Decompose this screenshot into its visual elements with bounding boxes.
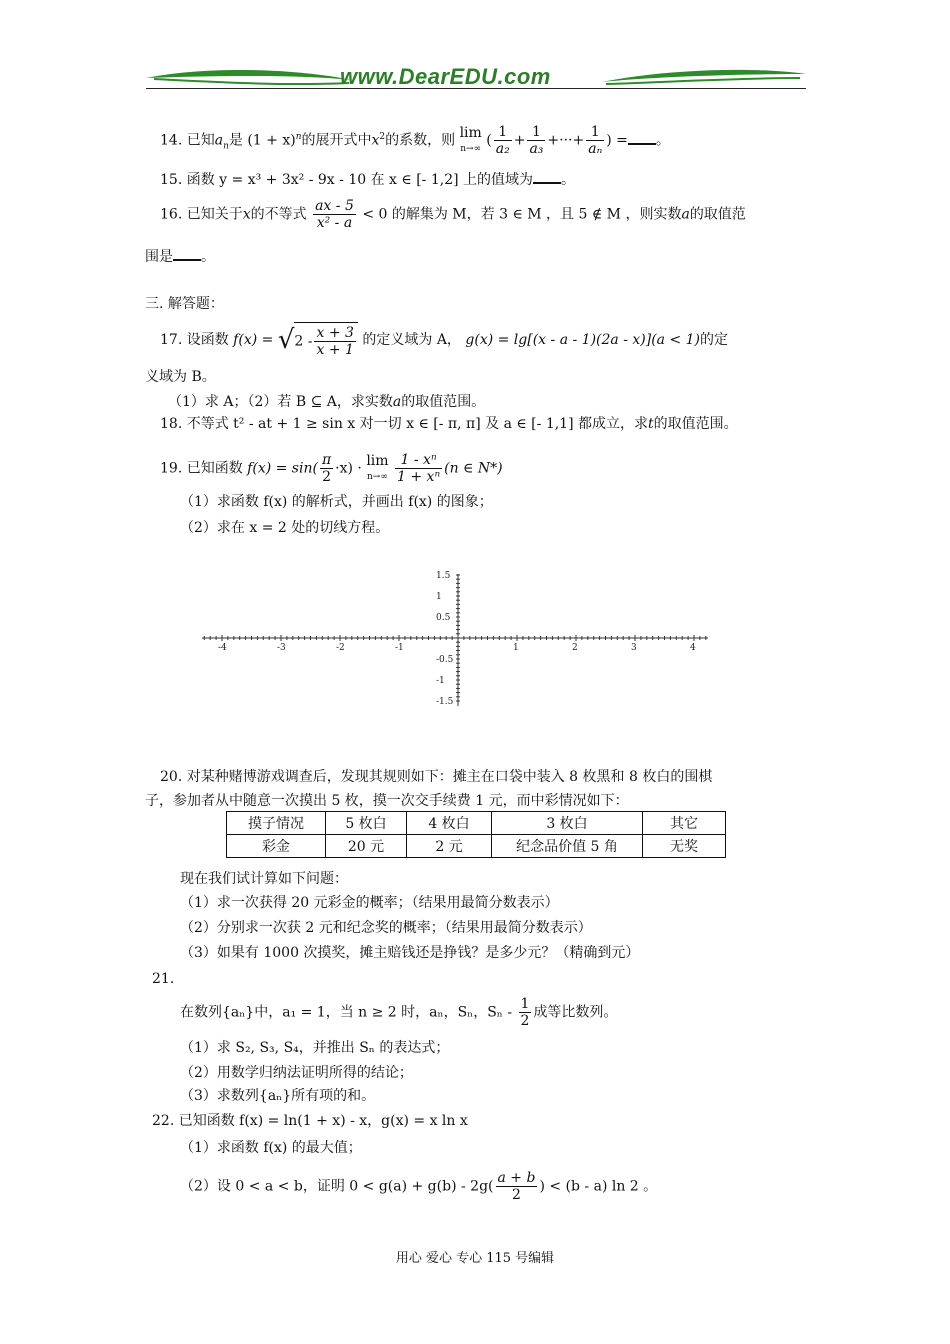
answer-blank — [533, 168, 561, 184]
question-20: 20. 对某种赌博游戏调查后，发现其规则如下：摊主在口袋中装入 8 枚黑和 8 枚白的围棋 — [160, 769, 713, 785]
x-tick-label: -4 — [218, 643, 227, 653]
table-cell: 3 枚白 — [492, 812, 643, 835]
question-20-line2: 子，参加者从中随意一次摸出 5 枚，摸一次交手续费 1 元，而中彩情况如下： — [145, 793, 629, 809]
question-14: 14. 已知$a_n$是 $(1 + x)^n$的展开式中$x^2$的系数，则 lim n→∞ ( $\frac{1}{\text{a₂}}$ + $\frac{1}{\text{a₃}}$ +···+ $\frac{1}{\text{aₙ}}$ ) = 。 — [160, 124, 670, 157]
section-heading: 三. 解答题： — [145, 296, 224, 312]
fraction-inequality: $\frac{ax - 5}{\text{x² - a}}$ — [315, 198, 354, 231]
question-17-line2: 义域为 B。 — [145, 369, 216, 385]
question-20-sub1: （1）求一次获得 20 元彩金的概率；（结果用最简分数表示） — [180, 895, 559, 911]
question-21-sub2: （2）用数学归纳法证明所得的结论； — [180, 1065, 413, 1081]
question-19-sub2: （2）求在 x = 2 处的切线方程。 — [180, 520, 390, 536]
y-tick-label: -1 — [436, 676, 445, 686]
question-19-sub1: （1）求函数 f(x) 的解析式，并画出 f(x) 的图象； — [180, 494, 493, 510]
table-cell: 彩金 — [227, 835, 326, 858]
leaf-right-decoration — [600, 66, 808, 88]
x-tick-label: -3 — [277, 643, 286, 653]
y-tick-label: 1.5 — [436, 571, 451, 581]
table-cell: 无奖 — [643, 835, 726, 858]
y-tick-label: 0.5 — [436, 613, 451, 623]
table-row — [227, 812, 726, 835]
x-tick-label: 3 — [631, 643, 637, 653]
question-21-number: 21. — [152, 971, 175, 987]
question-22: 22. 已知函数 f(x) = ln(1 + x) - x，g(x) = x ln x — [152, 1113, 468, 1129]
answer-blank — [173, 245, 201, 261]
fraction-1-over-a3: $\frac{1}{\text{a₃}}$ — [529, 124, 544, 157]
question-20-sub3: （3）如果有 1000 次摸奖，摊主赔钱还是挣钱？是多少元？（精确到元） — [180, 945, 640, 961]
x-tick-label: -2 — [336, 643, 345, 653]
question-21: 在数列{aₙ}中，a₁ = 1，当 n ≥ 2 时，aₙ，Sₙ，Sₙ - $\frac{1}{2}$ 成等比数列。 — [180, 996, 618, 1029]
x-tick-label: 4 — [690, 643, 696, 653]
fraction-1-over-an: $\frac{1}{\text{aₙ}}$ — [588, 124, 603, 157]
question-18: 18. 不等式 t² - at + 1 ≥ sin x 对一切 x ∈ [- π, π] 及 a ∈ [- 1,1] 都成立，求t的取值范围。 — [160, 416, 738, 432]
y-tick-label: -1.5 — [436, 697, 454, 707]
table-cell: 其它 — [643, 812, 726, 835]
x-tick-label: -1 — [395, 643, 404, 653]
question-20-intro: 现在我们试计算如下问题： — [180, 871, 348, 887]
sqrt-symbol: √ — [277, 325, 295, 355]
header-rule — [146, 88, 806, 89]
table-cell: 4 枚白 — [407, 812, 492, 835]
leaf-left-decoration — [144, 66, 354, 88]
x-tick-label: 1 — [513, 643, 519, 653]
table-cell: 5 枚白 — [326, 812, 407, 835]
question-16: 16. 已知关于x的不等式 $\frac{ax - 5}{\text{x² - a}}$ < 0 的解集为 M，若 3 ∈ M ，且 5 ∉ M ，则实数a的取值范 — [160, 198, 746, 231]
table-cell: 摸子情况 — [227, 812, 326, 835]
coordinate-axes — [200, 566, 712, 712]
table-row — [227, 835, 726, 858]
page-footer: 用心 爱心 专心 115 号编辑 — [395, 1251, 555, 1266]
table-cell: 2 元 — [407, 835, 492, 858]
table-cell: 20 元 — [326, 835, 407, 858]
answer-blank — [628, 129, 656, 145]
question-15: 15. 函数 y = x³ + 3x² - 9x - 10 在 x ∈ [- 1,2] 上的值域为 。 — [160, 168, 575, 190]
question-21-sub1: （1）求 S₂, S₃, S₄，并推出 Sₙ 的表达式； — [180, 1040, 450, 1056]
question-22-sub1: （1）求函数 f(x) 的最大值； — [180, 1140, 362, 1156]
table-cell: 纪念品价值 5 角 — [492, 835, 643, 858]
y-tick-label: 1 — [436, 592, 442, 602]
x-tick-label: 2 — [572, 643, 578, 653]
question-20-sub2: （2）分别求一次获 2 元和纪念奖的概率；（结果用最简分数表示） — [180, 920, 592, 936]
site-logo[interactable]: www.DearEDU.com — [340, 64, 551, 89]
question-17-sub1: （1）求 A；（2）若 B ⊆ A，求实数a的取值范围。 — [168, 394, 486, 410]
question-21-sub3: （3）求数列{aₙ}所有项的和。 — [180, 1088, 376, 1104]
question-22-sub2: （2）设 0 < a < b，证明 0 < g(a) + g(b) - 2g( $\frac{a + b}{2}$ ) < (b - a) ln 2 。 — [180, 1170, 658, 1203]
question-19: 19. 已知函数 f(x) = sin( $\frac{\pi}{2}$ ·x) · lim n→∞ $\frac{\text{1 - xⁿ}}{\text{1 + xⁿ}}$ (n ∈ N*) — [160, 452, 503, 485]
prize-table — [226, 811, 726, 858]
question-16-line2: 围是 。 — [145, 245, 215, 267]
fraction-1-over-a2: $\frac{1}{\text{a₂}}$ — [495, 124, 510, 157]
y-tick-label: -0.5 — [436, 655, 454, 665]
question-17: 17. 设函数 f(x) = √2 - $\frac{x + 3}{x + 1}$ 的定义域为 A， g(x) = lg[(x - a - 1)(2a - x)](a < 1)的定 — [160, 322, 728, 358]
